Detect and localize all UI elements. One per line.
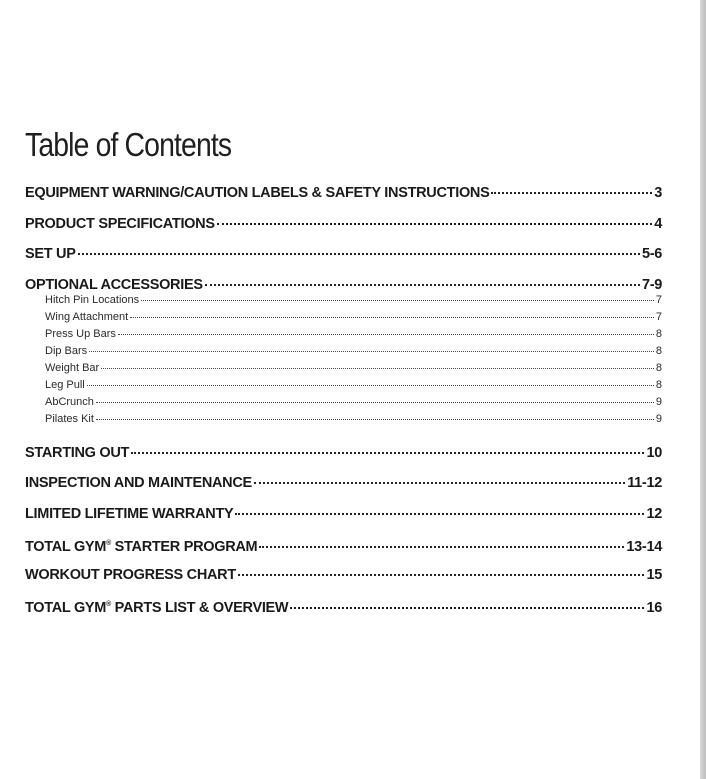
dot-leader <box>131 452 644 454</box>
table-of-contents <box>25 122 662 625</box>
toc-entry-label: SET UP <box>25 246 76 262</box>
toc-entry-page: 7-9 <box>641 276 662 293</box>
dot-leader <box>235 513 644 515</box>
toc-subentry-label: Hitch Pin Locations <box>45 293 140 306</box>
toc-entry-page: 16 <box>646 599 662 616</box>
dot-leader <box>205 284 640 286</box>
toc-entry-label: INSPECTION AND MAINTENANCE <box>25 475 252 491</box>
toc-entry-set-up[interactable] <box>25 243 662 274</box>
toc-entry-page: 5-6 <box>641 246 662 262</box>
toc-entry-starter-program[interactable] <box>25 533 662 564</box>
dot-leader <box>259 546 624 548</box>
toc-entry-page: 15 <box>646 566 662 583</box>
toc-entry-safety[interactable] <box>25 182 662 213</box>
toc-subentry-page: 7 <box>655 310 662 323</box>
toc-entry-optional-accessories[interactable] <box>25 274 662 293</box>
toc-subentry-label: Pilates Kit <box>45 412 94 425</box>
toc-entry-label: EQUIPMENT WARNING/CAUTION LABELS & SAFETY INSTRUCTIONS <box>25 185 490 201</box>
dot-leader <box>78 253 640 255</box>
toc-subentry-hitch-pin[interactable] <box>25 293 662 310</box>
dot-leader <box>238 574 645 576</box>
toc-entry-page: 13-14 <box>626 538 662 555</box>
registered-mark: ® <box>106 540 111 547</box>
toc-entry-page: 11-12 <box>627 475 662 491</box>
dot-leader <box>96 402 654 403</box>
toc-subentry-label: Wing Attachment <box>45 310 129 323</box>
toc-subentry-page: 9 <box>655 412 662 425</box>
dot-leader <box>217 223 653 225</box>
toc-subentry-press-up-bars[interactable] <box>25 327 662 344</box>
dot-leader <box>101 368 654 369</box>
toc-entry-progress-chart[interactable] <box>25 564 662 595</box>
toc-subentry-label: Weight Bar <box>45 361 100 374</box>
toc-entry-label: PRODUCT SPECIFICATIONS <box>25 215 215 232</box>
toc-entry-page: 4 <box>654 215 662 232</box>
toc-subentry-label: AbCrunch <box>45 395 94 408</box>
toc-subentry-page: 8 <box>655 378 662 391</box>
toc-entry-parts-list[interactable] <box>25 594 662 625</box>
toc-subentry-label: Leg Pull <box>45 378 85 391</box>
dot-leader <box>290 607 644 609</box>
page-edge-shadow <box>700 0 706 779</box>
toc-entry-label: OPTIONAL ACCESSORIES <box>25 276 203 293</box>
dot-leader <box>87 385 654 386</box>
page-title: Table of Contents <box>25 126 232 163</box>
toc-entry-label: LIMITED LIFETIME WARRANTY <box>25 505 234 522</box>
dot-leader <box>118 334 654 335</box>
toc-entry-page: 3 <box>654 185 662 201</box>
toc-subentry-page: 8 <box>655 344 662 357</box>
dot-leader <box>130 317 654 318</box>
dot-leader <box>96 419 654 420</box>
toc-entry-starting-out[interactable] <box>25 442 662 473</box>
toc-subentry-page: 8 <box>655 327 662 340</box>
toc-subentry-abcrunch[interactable] <box>25 395 662 412</box>
dot-leader <box>254 482 625 484</box>
toc-entry-label: WORKOUT PROGRESS CHART <box>25 566 236 583</box>
toc-subentry-page: 8 <box>655 361 662 374</box>
toc-subentry-wing-attachment[interactable] <box>25 310 662 327</box>
toc-entry-inspection[interactable] <box>25 472 662 503</box>
toc-subentry-page: 9 <box>655 395 662 408</box>
toc-entry-page: 10 <box>646 444 662 461</box>
dot-leader <box>491 192 652 194</box>
toc-subentry-leg-pull[interactable] <box>25 378 662 395</box>
dot-leader <box>89 351 654 352</box>
toc-entry-label: TOTAL GYM® STARTER PROGRAM <box>25 538 258 555</box>
toc-entry-page: 12 <box>646 505 662 522</box>
toc-subentry-dip-bars[interactable] <box>25 344 662 361</box>
toc-subentry-label: Dip Bars <box>45 344 88 357</box>
toc-subentry-pilates-kit[interactable] <box>25 412 662 442</box>
toc-entry-label: TOTAL GYM® PARTS LIST & OVERVIEW <box>25 599 289 616</box>
toc-subentry-weight-bar[interactable] <box>25 361 662 378</box>
toc-entry-warranty[interactable] <box>25 503 662 534</box>
toc-subentry-label: Press Up Bars <box>45 327 116 340</box>
toc-subentry-page: 7 <box>655 293 662 306</box>
toc-entry-label: STARTING OUT <box>25 444 130 461</box>
registered-mark: ® <box>106 601 111 608</box>
toc-entry-specifications[interactable] <box>25 213 662 244</box>
dot-leader <box>141 300 654 301</box>
